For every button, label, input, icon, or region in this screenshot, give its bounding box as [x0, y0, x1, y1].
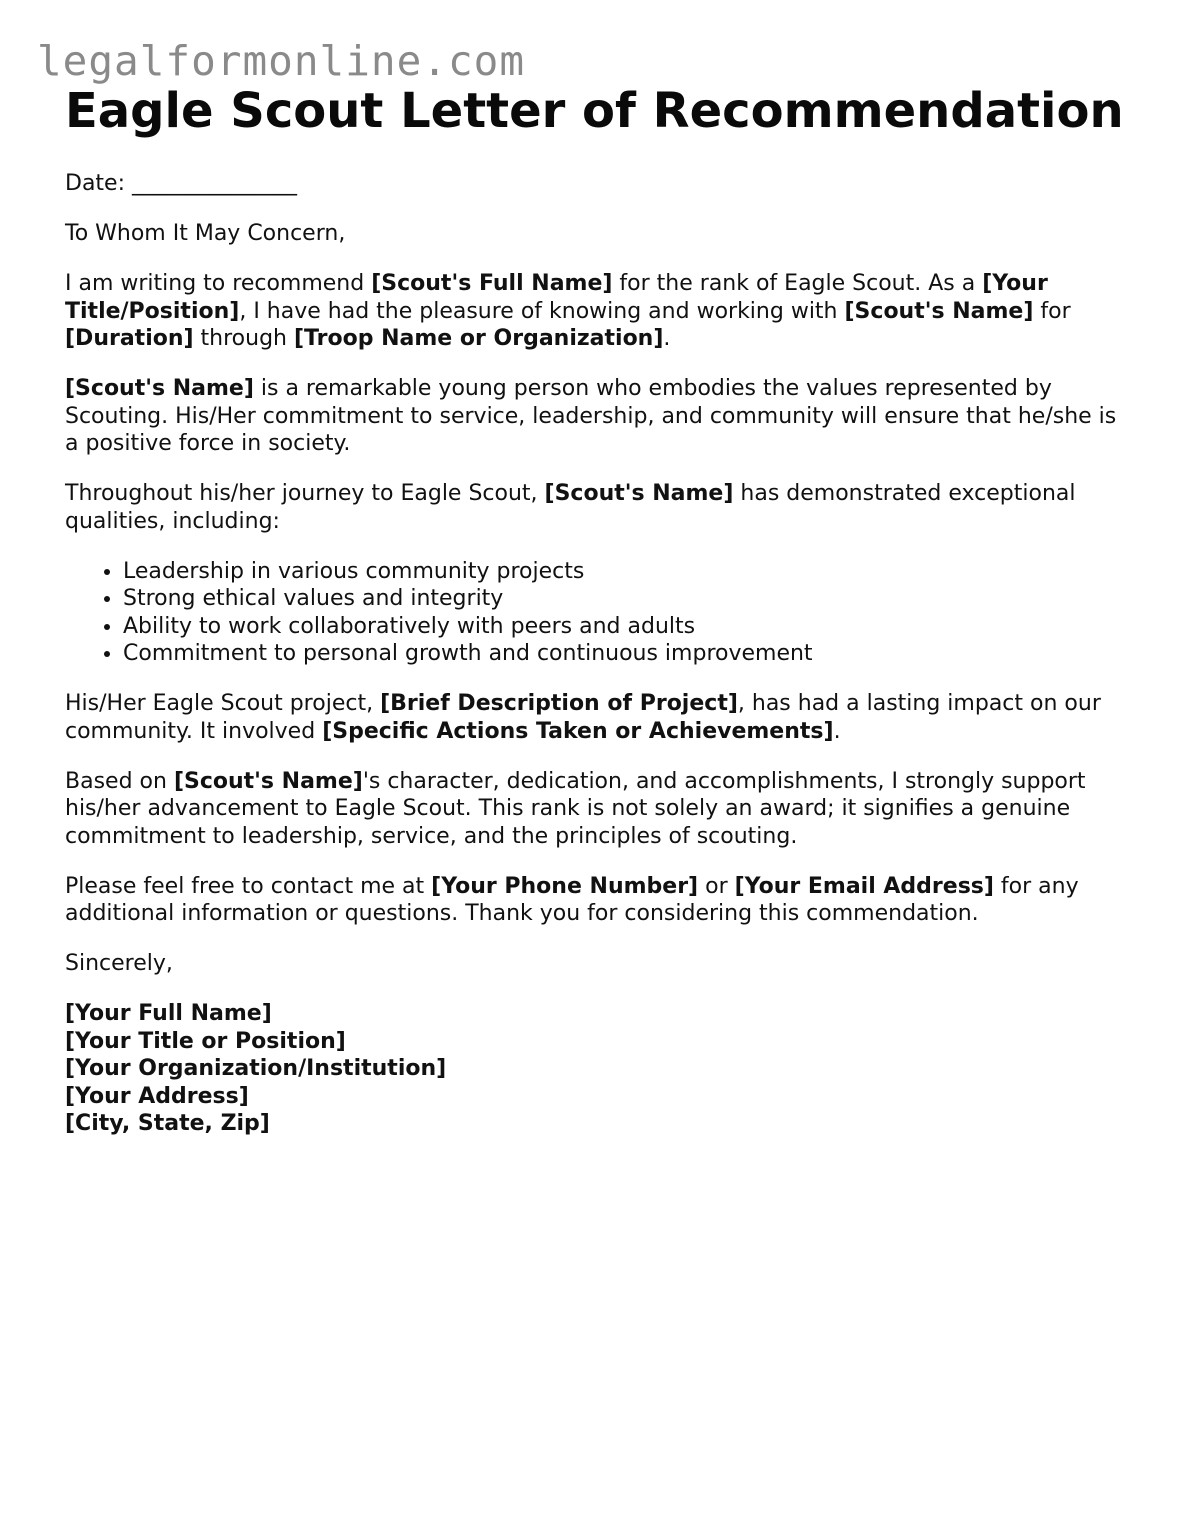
text: for	[1033, 298, 1071, 324]
placeholder-scout-name: [Scout's Name]	[844, 298, 1034, 324]
paragraph-qualities-intro	[65, 480, 1125, 535]
paragraph-project	[65, 690, 1125, 745]
paragraph-endorsement	[65, 768, 1125, 851]
placeholder-scout-name: [Scout's Name]	[65, 376, 254, 401]
paragraph-contact	[65, 873, 1125, 928]
paragraph-character	[65, 375, 1125, 458]
text: through	[193, 326, 294, 351]
placeholder-scout-name: [Scout's Name]	[544, 481, 734, 506]
text: .	[833, 718, 841, 744]
signature-line: [Your Full Name]	[65, 1001, 272, 1026]
placeholder-your-title-position: [Your Title/Position]	[65, 271, 1048, 324]
signature-line: [Your Address]	[65, 1083, 249, 1109]
text: or	[698, 873, 735, 899]
list-item: • Ability to work collaboratively with peers and adults	[123, 613, 1125, 641]
placeholder-scout-name: [Scout's Name]	[173, 768, 363, 794]
text: , has had a lasting impact on our community. It involved	[65, 691, 1101, 744]
signature-line: [City, State, Zip]	[65, 1111, 270, 1136]
closing: Sincerely,	[65, 951, 173, 976]
text: I am writing to recommend	[65, 271, 372, 296]
placeholder-email-address: [Your Email Address]	[734, 873, 994, 899]
page-title: Eagle Scout Letter of Recommendation	[65, 83, 1124, 139]
text: Please feel free to contact me at	[65, 873, 432, 899]
placeholder-scout-full-name: [Scout's Full Name]	[371, 271, 613, 296]
text: for the rank of Eagle Scout. As a	[612, 271, 983, 296]
qualities-list	[65, 558, 1125, 668]
text: for any additional information or questions. Thank you for considering this commendation.	[65, 873, 1079, 926]
signature-line: [Your Title or Position]	[65, 1028, 346, 1054]
text: Based on	[65, 768, 174, 794]
placeholder-duration: [Duration]	[65, 326, 194, 351]
text: is a remarkable young person who embodies the values represented by Scouting. His/Her commitment to service, leadership, and community will ensure that he/she is a positive force in society.	[65, 376, 1117, 456]
signature-line: [Your Organization/Institution]	[65, 1056, 447, 1081]
placeholder-troop-name: [Troop Name or Organization]	[294, 326, 664, 351]
salutation: To Whom It May Concern,	[65, 221, 346, 246]
text: has demonstrated exceptional qualities, including:	[65, 481, 1076, 534]
text: 's character, dedication, and accomplishments, I strongly support his/her advancement to Eagle Scout. This rank is not solely an award; it signifies a genuine commitment to leadership, service, and the principles of scouting.	[65, 768, 1086, 849]
text: His/Her Eagle Scout project,	[65, 691, 381, 716]
text: Throughout his/her journey to Eagle Scout,	[65, 481, 545, 506]
list-item: • Leadership in various community projects	[123, 558, 1125, 586]
text: .	[663, 326, 671, 351]
signature-block	[65, 1000, 1125, 1138]
placeholder-specific-actions: [Specific Actions Taken or Achievements]	[322, 718, 834, 744]
letter-body	[65, 170, 1125, 1138]
list-item: • Strong ethical values and integrity	[123, 585, 1125, 613]
text: , I have had the pleasure of knowing and working with	[239, 298, 845, 324]
date-line: Date: _______________	[65, 171, 297, 196]
site-watermark: legalformonline.com	[37, 37, 525, 85]
placeholder-phone-number: [Your Phone Number]	[431, 873, 699, 899]
list-item: • Commitment to personal growth and continuous improvement	[123, 640, 1125, 668]
paragraph-introduction	[65, 270, 1125, 353]
placeholder-project-description: [Brief Description of Project]	[380, 691, 738, 716]
